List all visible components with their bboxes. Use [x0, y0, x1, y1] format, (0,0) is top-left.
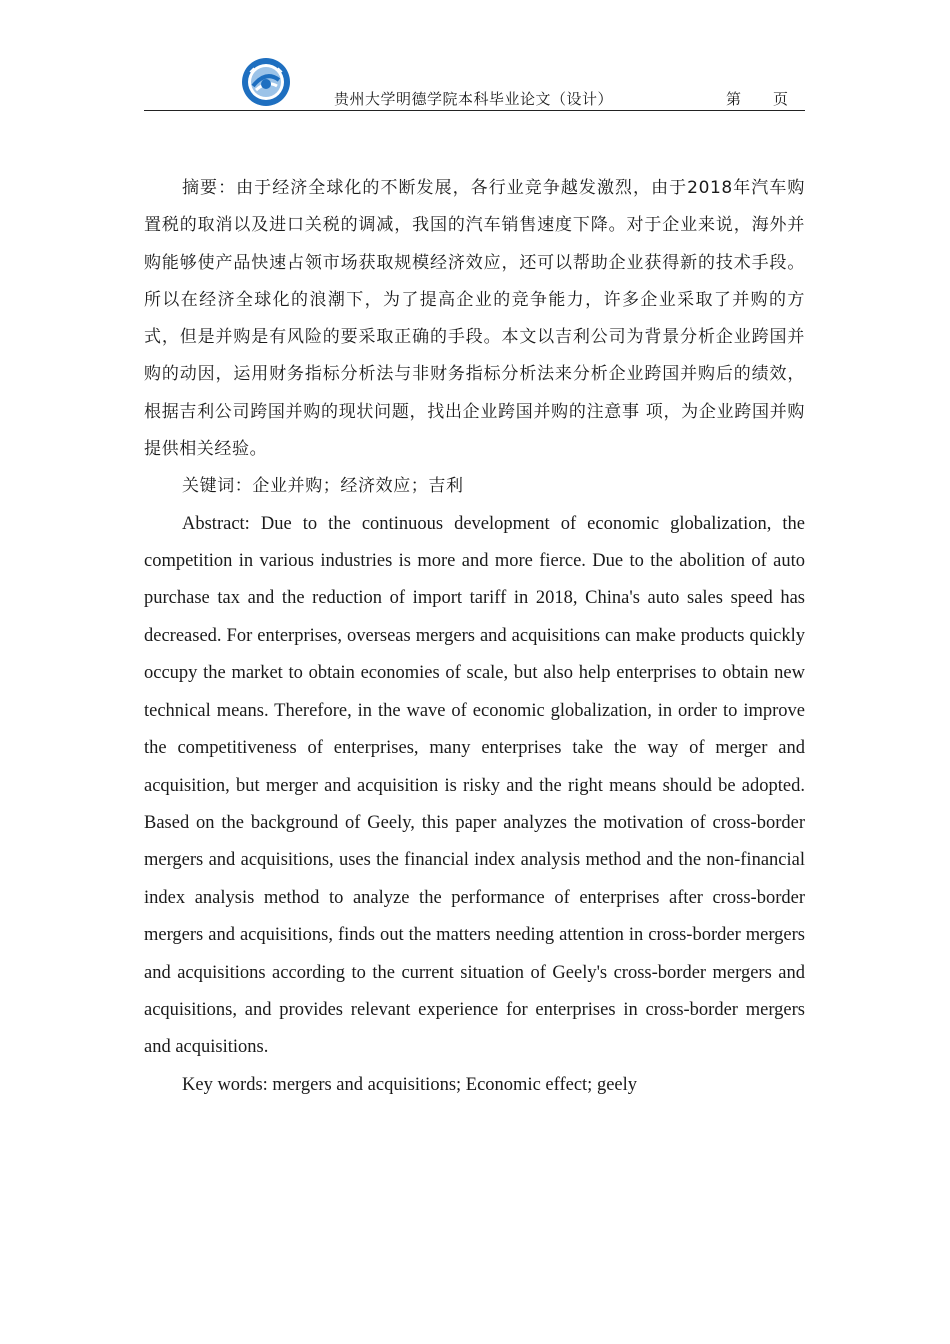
abstract-chinese: 摘要：由于经济全球化的不断发展，各行业竞争越发激烈，由于2018年汽车购置税的取消以及进口关税的调减，我国的汽车销售速度下降。对于企业来说，海外并购能够使产品快速占领市场获取规模经济效应，还可以帮助企业获得新的技术手段。所以在经济全球化的浪潮下，为了提高企业的竞争能力，许多企业采取了并购的方式，但是并购是有风险的要采取正确的手段。本文以吉利公司为背景分析企业跨国并购的动因，运用财务指标分析法与非财务指标分析法来分析企业跨国并购后的绩效，根据吉利公司跨国并购的现状问题，找出企业跨国并购的注意事 项，为企业跨国并购提供相关经验。 — [144, 178, 805, 460]
keywords-chinese: 关键词：企业并购；经济效应；吉利 — [182, 476, 464, 497]
header-page-number — [726, 88, 788, 109]
keywords-english: Key words: mergers and acquisitions; Economic effect; geely — [182, 1074, 638, 1095]
header-title: 贵州大学明德学院本科毕业论文（设计） — [334, 90, 614, 108]
page-suffix: 页 — [773, 90, 789, 108]
abstract-english: Abstract: Due to the continuous development of economic globalization, the competition in various industries is more and more fierce. Due to the abolition of auto purchase tax and the reduction of import tariff in 2018, China's auto sales speed has decreased. For enterprises, overseas mergers and acquisitions can make products quickly occupy the market to obtain economies of scale, but also help enterprises to obtain new technical means. Therefore, in the wave of economic globalization, in order to improve the competitiveness of enterprises, many enterprises take the way of merger and acquisition, but merger and acquisition is risky and the right means should be adopted. Based on the background of Geely, this paper analyzes the motivation of cross-border mergers and acquisitions, uses the financial index analysis method and the non-financial index analysis method to analyze the performance of enterprises after cross-border mergers and acquisitions, finds out the matters needing attention in cross-border mergers and acquisitions according to the current situation of Geely's cross-border mergers and acquisitions, and provides relevant experience for enterprises in cross-border mergers and acquisitions. — [144, 513, 805, 1058]
page-prefix: 第 — [726, 90, 742, 108]
abstract-section — [144, 170, 805, 1104]
page-header — [144, 88, 805, 111]
